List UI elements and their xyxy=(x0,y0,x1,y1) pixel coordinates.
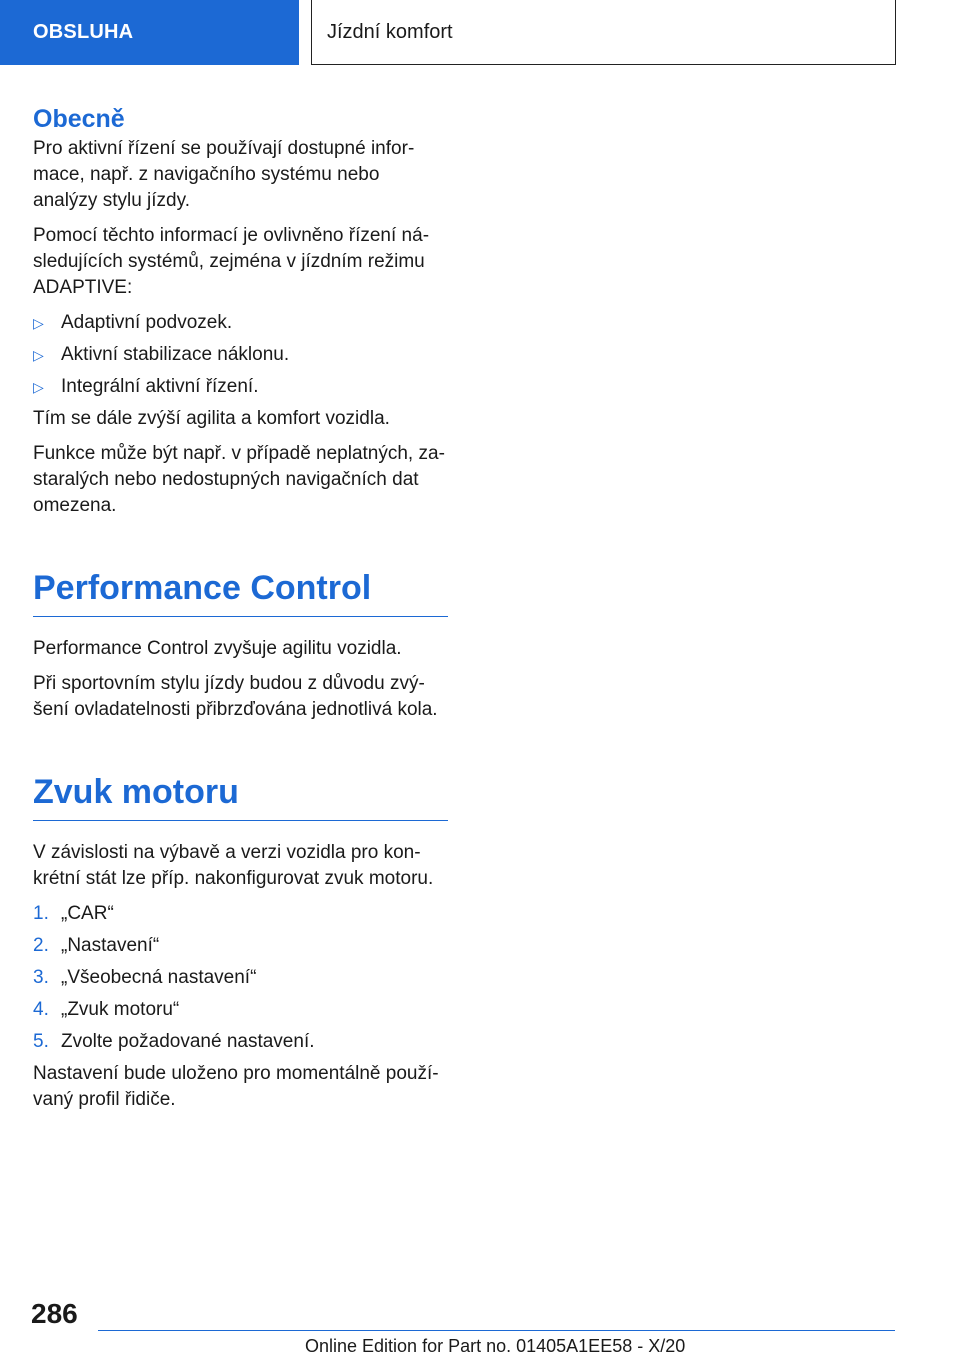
step-number: 3. xyxy=(33,967,49,988)
page-content xyxy=(33,102,448,1122)
list-item xyxy=(33,965,448,991)
bullet-list xyxy=(33,310,448,400)
footer-divider xyxy=(98,1330,895,1331)
step-number: 1. xyxy=(33,903,49,924)
step-number: 2. xyxy=(33,935,49,956)
paragraph: Funkce může být např. v případě neplatných, zastaralých nebo nedostupných navigačních dat omezena. xyxy=(33,443,445,516)
footer-edition: Online Edition for Part no. 01405A1EE58 - X/20 xyxy=(305,1336,686,1356)
page-number: 286 xyxy=(31,1298,78,1329)
list-item-text: „CAR“ xyxy=(61,903,114,924)
step-number: 5. xyxy=(33,1031,49,1052)
step-number: 4. xyxy=(33,999,49,1020)
paragraph: Tím se dále zvýší agilita a komfort vozidla. xyxy=(33,408,390,429)
list-item xyxy=(33,1029,448,1055)
list-item xyxy=(33,342,448,368)
list-item-text: Aktivní stabilizace náklonu. xyxy=(61,344,290,365)
list-item-text: Adaptivní podvozek. xyxy=(61,312,233,333)
list-item-text: „Zvuk motoru“ xyxy=(61,999,180,1020)
list-item xyxy=(33,374,448,400)
paragraph: Performance Control zvyšuje agilitu vozidla. xyxy=(33,638,402,659)
triangle-bullet-icon: ▷ xyxy=(33,315,44,331)
list-item xyxy=(33,997,448,1023)
heading-obecne: Obecně xyxy=(33,105,125,133)
paragraph: Při sportovním stylu jízdy budou z důvodu zvýšení ovladatelnosti přibrzďována jednotlivá kola. xyxy=(33,673,438,720)
list-item-text: „Všeobecná nastavení“ xyxy=(61,967,257,988)
list-item-text: Zvolte požadované nastavení. xyxy=(61,1031,315,1052)
paragraph: Nastavení bude uloženo pro momentálně používaný profil řidiče. xyxy=(33,1063,439,1110)
chapter-title: Jízdní komfort xyxy=(311,0,896,65)
list-item-text: „Nastavení“ xyxy=(61,935,160,956)
triangle-bullet-icon: ▷ xyxy=(33,379,44,395)
list-item xyxy=(33,933,448,959)
list-item xyxy=(33,901,448,927)
list-item-text: Integrální aktivní řízení. xyxy=(61,376,259,397)
heading-zvuk-motoru: Zvuk motoru xyxy=(33,770,448,821)
paragraph: Pro aktivní řízení se používají dostupné informace, např. z navigačního systému nebo analýzy stylu jízdy. xyxy=(33,138,415,211)
section-tab: OBSLUHA xyxy=(0,0,299,65)
list-item xyxy=(33,310,448,336)
paragraph: Pomocí těchto informací je ovlivněno řízení následujících systémů, zejména v jízdním režimu ADAPTIVE: xyxy=(33,225,430,298)
heading-performance-control: Performance Control xyxy=(33,566,448,617)
numbered-list xyxy=(33,901,448,1055)
triangle-bullet-icon: ▷ xyxy=(33,347,44,363)
paragraph: V závislosti na výbavě a verzi vozidla pro konkrétní stát lze příp. nakonfigurovat zvuk motoru. xyxy=(33,842,434,889)
